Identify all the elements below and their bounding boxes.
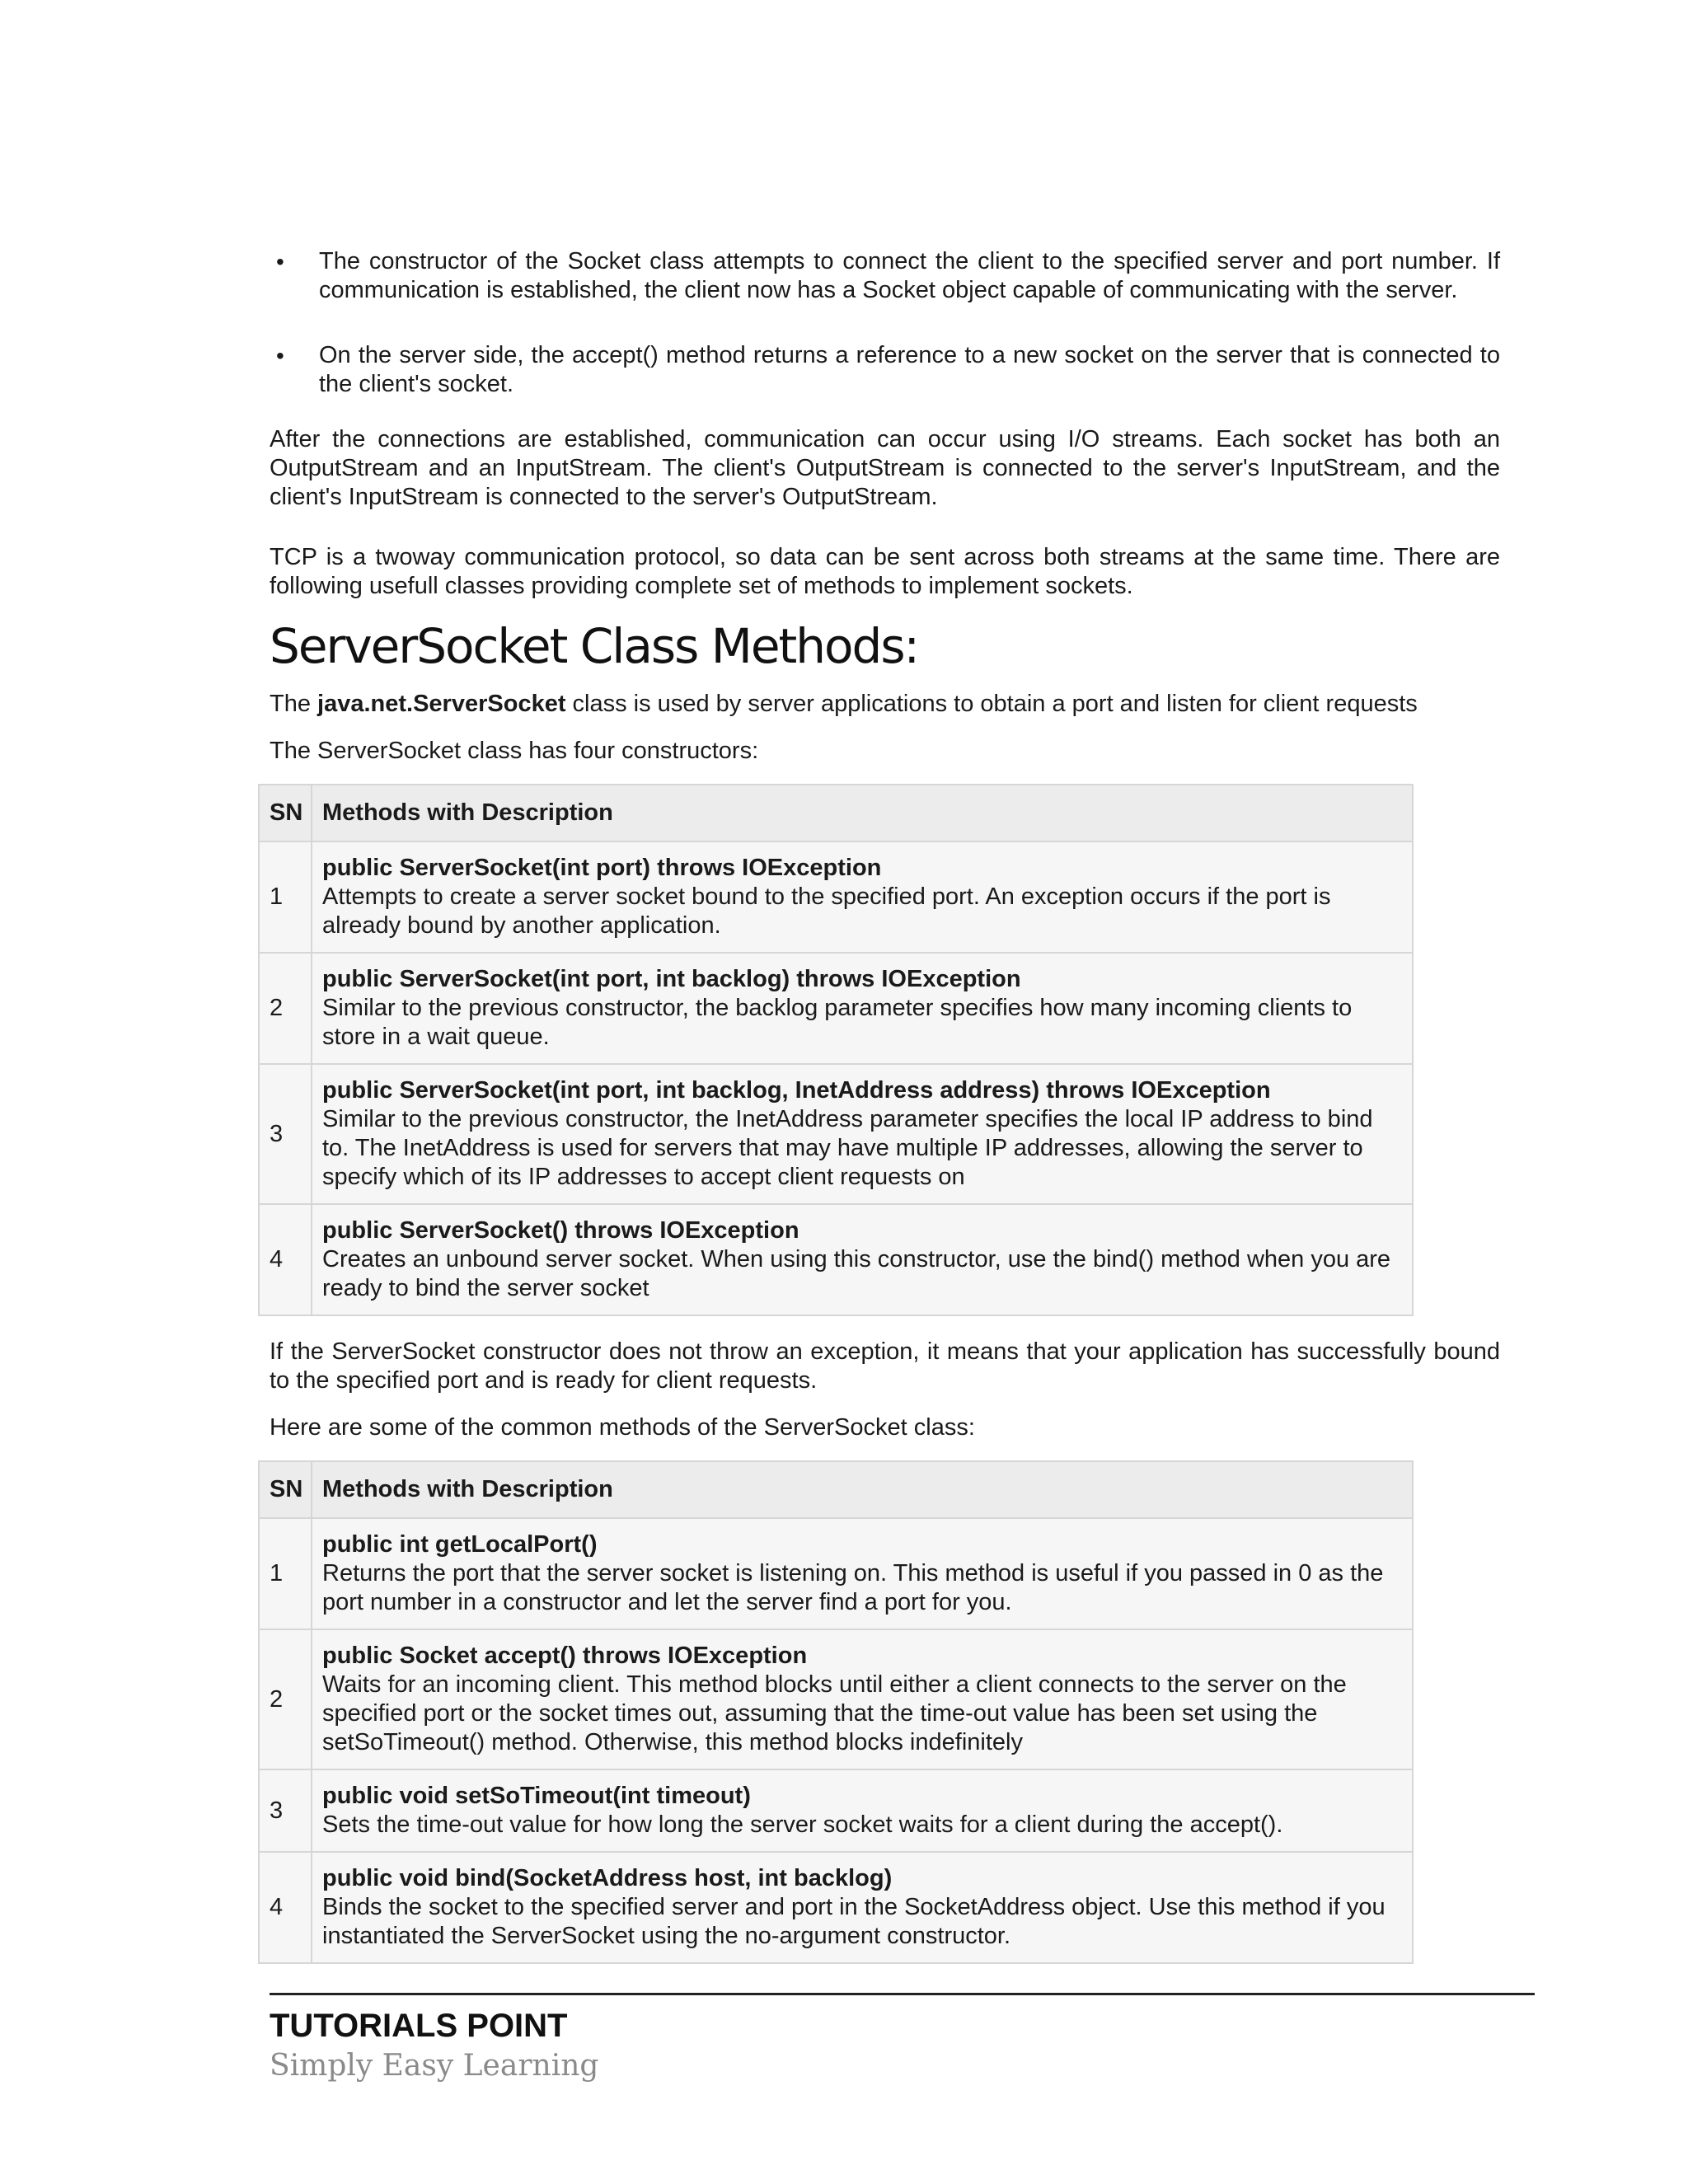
method-description: Similar to the previous constructor, the backlog parameter specifies how many incoming clients to store in a wait queue.	[322, 995, 1353, 1050]
table-row	[259, 1629, 1413, 1769]
method-description: Attempts to create a server socket bound to the specified port. An exception occurs if the port is already bound by another application.	[322, 883, 1331, 939]
body-text	[270, 247, 1500, 1964]
page-footer	[270, 1993, 1535, 2084]
method-signature: public void bind(SocketAddress host, int backlog)	[322, 1865, 893, 1891]
method-signature: public Socket accept() throws IOException	[322, 1643, 808, 1669]
table-header-row	[259, 1461, 1413, 1518]
row-method	[312, 1629, 1413, 1769]
row-sn: 1	[259, 1518, 312, 1629]
table-row	[259, 1769, 1413, 1852]
row-sn: 3	[259, 1769, 312, 1852]
method-signature: public ServerSocket() throws IOException	[322, 1217, 799, 1244]
method-signature: public ServerSocket(int port, int backlog) throws IOException	[322, 966, 1021, 992]
bullet-list	[270, 247, 1500, 399]
method-description: Creates an unbound server socket. When using this constructor, use the bind() method when you are ready to bind the server socket	[322, 1246, 1391, 1301]
methods-table	[258, 1460, 1414, 1964]
constructors-table	[258, 784, 1414, 1316]
bullet-icon: •	[276, 343, 284, 368]
row-sn: 3	[259, 1064, 312, 1204]
column-header-methods: Methods with Description	[312, 1461, 1413, 1518]
intro-prefix: The	[270, 691, 318, 717]
method-description: Returns the port that the server socket is listening on. This method is useful if you passed in 0 as the port number in a constructor and let the server find a port for you.	[322, 1560, 1384, 1615]
row-method	[312, 1769, 1413, 1852]
method-signature: public void setSoTimeout(int timeout)	[322, 1783, 751, 1809]
row-method	[312, 841, 1413, 953]
list-item	[270, 341, 1500, 399]
table-row	[259, 953, 1413, 1064]
row-sn: 4	[259, 1204, 312, 1315]
bullet-icon: •	[276, 249, 284, 274]
section-title: ServerSocket Class Methods:	[270, 618, 919, 674]
row-sn: 4	[259, 1852, 312, 1963]
row-method	[312, 1852, 1413, 1963]
footer-brand-title: TUTORIALS POINT	[270, 2008, 568, 2044]
bullet-text: On the server side, the accept() method returns a reference to a new socket on the server that is connected to the client's socket.	[319, 342, 1500, 397]
page-content	[270, 247, 1500, 1985]
row-method	[312, 1064, 1413, 1204]
method-description: Waits for an incoming client. This method blocks until either a client connects to the server on the specified port or the socket times out, assuming that the time-out value has been set using the setSoTimeout() method. Otherwise, this method blocks indefinitely	[322, 1671, 1347, 1755]
method-description: Similar to the previous constructor, the InetAddress parameter specifies the local IP address to bind to. The InetAddress is used for servers that may have multiple IP addresses, allowing the server to specify which of its IP addresses to accept client requests on	[322, 1106, 1373, 1190]
intro-paragraph	[270, 690, 1500, 719]
method-signature: public int getLocalPort()	[322, 1531, 598, 1558]
column-header-methods: Methods with Description	[312, 785, 1413, 841]
table-header-row	[259, 785, 1413, 841]
intro-suffix: class is used by server applications to obtain a port and listen for client requests	[565, 691, 1418, 717]
constructors-intro: The ServerSocket class has four constructors:	[270, 738, 759, 764]
table-row	[259, 1064, 1413, 1204]
intro-class-name: java.net.ServerSocket	[317, 691, 566, 717]
row-method	[312, 1204, 1413, 1315]
footer-divider	[270, 1993, 1535, 1995]
paragraph-after-constructors: If the ServerSocket constructor does not throw an exception, it means that your application has successfully bound to the specified port and is ready for client requests.	[270, 1338, 1500, 1394]
method-signature: public ServerSocket(int port, int backlog, InetAddress address) throws IOException	[322, 1077, 1271, 1104]
footer-brand-subtitle: Simply Easy Learning	[270, 2049, 599, 2083]
row-method	[312, 1518, 1413, 1629]
method-description: Sets the time-out value for how long the server socket waits for a client during the accept().	[322, 1811, 1283, 1838]
row-sn: 2	[259, 953, 312, 1064]
bullet-text: The constructor of the Socket class attempts to connect the client to the specified server and port number. If communication is established, the client now has a Socket object capable of communicating with the server.	[319, 248, 1500, 303]
list-item	[270, 247, 1500, 305]
paragraph-tcp: TCP is a twoway communication protocol, so data can be sent across both streams at the same time. There are following usefull classes providing complete set of methods to implement sockets.	[270, 544, 1500, 599]
table-row	[259, 841, 1413, 953]
column-header-sn: SN	[259, 785, 312, 841]
column-header-sn: SN	[259, 1461, 312, 1518]
row-sn: 1	[259, 841, 312, 953]
method-description: Binds the socket to the specified server and port in the SocketAddress object. Use this method if you instantiated the ServerSocket using the no-argument constructor.	[322, 1894, 1386, 1949]
method-signature: public ServerSocket(int port) throws IOException	[322, 855, 882, 881]
table-row	[259, 1518, 1413, 1629]
paragraph-io-streams: After the connections are established, communication can occur using I/O streams. Each socket has both an OutputStream and an InputStream. The client's OutputStream is connected to the server's InputStream, and the client's InputStream is connected to the server's OutputStream.	[270, 426, 1500, 510]
table-row	[259, 1852, 1413, 1963]
table-row	[259, 1204, 1413, 1315]
row-method	[312, 953, 1413, 1064]
row-sn: 2	[259, 1629, 312, 1769]
methods-intro: Here are some of the common methods of the ServerSocket class:	[270, 1414, 975, 1441]
